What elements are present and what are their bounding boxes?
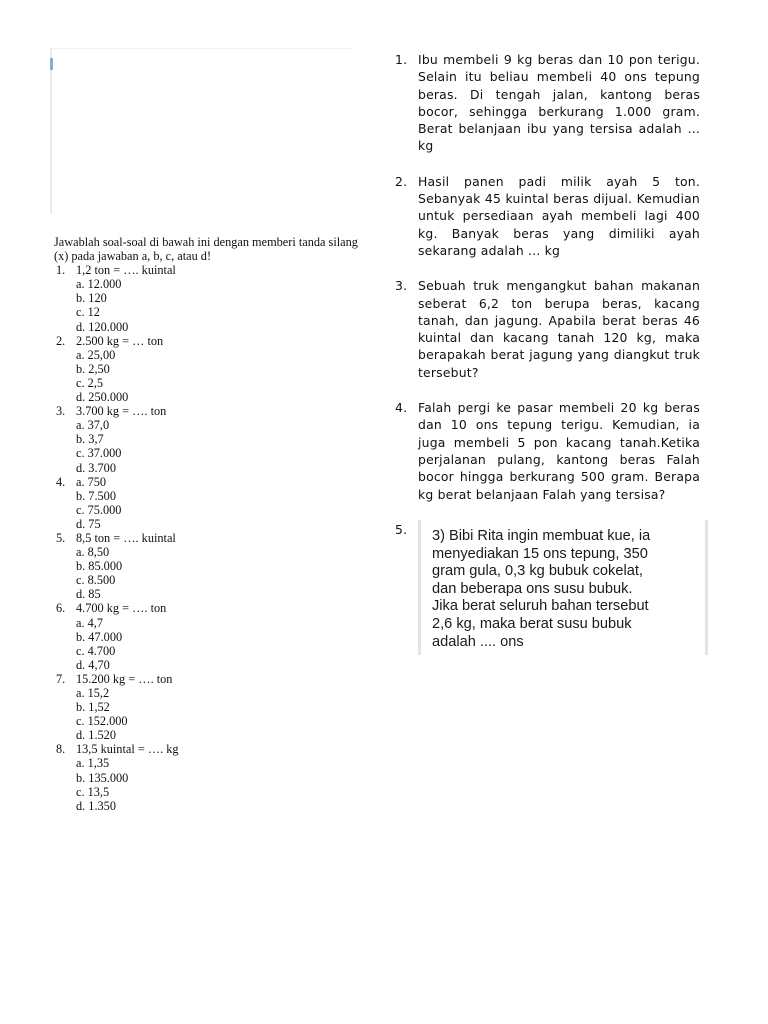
question-number: 7.: [56, 671, 66, 686]
question-item: [54, 475, 374, 489]
image-text-line: 2,6 kg, maka berat susu bubuk: [432, 615, 632, 632]
problem-number: 3.: [395, 278, 408, 294]
question-item: [54, 404, 374, 418]
answer-option: b. 135.000: [76, 770, 129, 785]
problem-number: 1.: [395, 52, 408, 67]
embedded-question-image: [418, 520, 708, 655]
question-text: 13,5 kuintal = …. kg: [76, 742, 179, 757]
image-text-line: gram gula, 0,3 kg bubuk cokelat,: [432, 563, 643, 580]
frame-left-edge: [50, 48, 52, 214]
question-item: [54, 601, 374, 615]
answer-option: d. 75: [76, 516, 101, 531]
question-text: 15.200 kg = …. ton: [76, 671, 173, 686]
question-number: 1.: [56, 263, 66, 278]
answer-option: a. 37,0: [76, 418, 110, 433]
instruction-text: Jawablah soal-soal di bawah ini dengan memberi tanda silang (x) pada jawaban a, b, c, atau d!: [54, 235, 358, 264]
answer-option: d. 4,70: [76, 657, 110, 672]
word-problem: [395, 173, 700, 259]
answer-option: c. 152.000: [76, 714, 128, 729]
problem-number: 4.: [395, 400, 408, 416]
answer-option: a. 4,7: [76, 615, 103, 630]
answer-option: c. 13,5: [76, 784, 110, 799]
question-text: 8,5 ton = …. kuintal: [76, 530, 176, 545]
question-item: [54, 263, 374, 277]
question-number: 8.: [56, 742, 66, 757]
question-item: [54, 672, 374, 686]
multiple-choice-section: [54, 235, 374, 813]
word-problem: [395, 51, 700, 155]
answer-option: d. 85: [76, 587, 101, 602]
answer-option: b. 47.000: [76, 629, 123, 644]
scanned-frame: [50, 48, 352, 214]
question-item: [54, 334, 374, 348]
question-text: 4.700 kg = …. ton: [76, 601, 167, 616]
question-number: 6.: [56, 601, 66, 616]
answer-option: c. 75.000: [76, 502, 122, 517]
answer-option: d. 3.700: [76, 460, 116, 475]
question-number: 2.: [56, 333, 66, 348]
frame-top-edge: [50, 48, 352, 49]
image-text-line: menyediakan 15 ons tepung, 350: [432, 545, 648, 562]
answer-option: d. 250.000: [76, 390, 129, 405]
question-text: 3.700 kg = …. ton: [76, 404, 167, 419]
image-right-border: [705, 520, 708, 655]
image-question-text: [432, 528, 694, 651]
answer-option: a. 15,2: [76, 686, 110, 700]
problem-text: Falah pergi ke pasar membeli 20 kg beras dan 10 ons tepung terigu. Kemudian, ia juga membeli 5 pon kacang tanah.Ketika perjalanan pulang, kantong beras Falah bocor hingga berkurang 500 gram. Berapa kg berat belanjaan Falah yang tersisa?: [418, 400, 700, 502]
question-text: a. 750: [76, 474, 107, 489]
question-number: 4.: [56, 474, 66, 489]
image-text-line: Jika berat seluruh bahan tersebut: [432, 598, 649, 615]
answer-option: c. 37.000: [76, 446, 122, 461]
problem-text: Hasil panen padi milik ayah 5 ton. Sebanyak 45 kuintal beras dijual. Kemudian untuk persediaan ayah membeli lagi 400 kg. Banyak beras yang dimiliki ayah sekarang adalah ... kg: [418, 173, 700, 258]
answer-option: b. 120: [76, 291, 107, 306]
problem-text: Sebuah truk mengangkut bahan makanan seberat 6,2 ton berupa beras, kacang tanah, dan jagung. Apabila berat beras 46 kuintal dan kacang tanah 120 kg, maka berapakah berat jagung yang diangkut truk tersebut?: [418, 278, 700, 380]
image-left-border: [418, 520, 421, 655]
word-problem: [395, 399, 700, 503]
problem-number: 2.: [395, 173, 408, 189]
answer-option: a. 25,00: [76, 347, 116, 362]
question-text: 2.500 kg = … ton: [76, 333, 164, 348]
question-item: [54, 531, 374, 545]
problem-number: 5.: [395, 521, 408, 537]
answer-option: b. 3,7: [76, 432, 104, 447]
answer-option: d. 1.350: [76, 798, 116, 813]
question-list: [54, 263, 374, 813]
frame-mark: [50, 58, 53, 70]
answer-option: d. 120.000: [76, 319, 129, 334]
answer-option: c. 2,5: [76, 375, 103, 390]
answer-option: b. 2,50: [76, 361, 110, 376]
question-item: [54, 742, 374, 756]
word-problem: [395, 277, 700, 381]
image-text-line: adalah .... ons: [432, 633, 524, 650]
image-text-line: dan beberapa ons susu bubuk.: [432, 580, 633, 597]
answer-option: c. 4.700: [76, 643, 116, 658]
question-text: 1,2 ton = …. kuintal: [76, 263, 176, 278]
problem-text: Ibu membeli 9 kg beras dan 10 pon terigu. Selain itu beliau membeli 40 ons tepung beras. Di tengah jalan, kantong beras bocor, sehingga berkurang 1.000 gram. Berat belanjaan ibu yang tersisa adalah ... kg: [418, 52, 700, 154]
image-text-line: 3) Bibi Rita ingin membuat kue, ia: [432, 528, 651, 544]
question-number: 5.: [56, 530, 66, 545]
answer-option: d. 1.520: [76, 728, 116, 743]
answer-option: a. 12.000: [76, 277, 122, 292]
answer-option: c. 12: [76, 305, 100, 320]
answer-option: b. 85.000: [76, 559, 123, 574]
answer-option: a. 1,35: [76, 756, 110, 771]
word-problem-section: [395, 51, 700, 538]
answer-option: b. 1,52: [76, 700, 110, 715]
question-number: 3.: [56, 404, 66, 419]
answer-option: c. 8.500: [76, 573, 116, 588]
answer-option: a. 8,50: [76, 545, 110, 560]
answer-option: b. 7.500: [76, 488, 116, 503]
